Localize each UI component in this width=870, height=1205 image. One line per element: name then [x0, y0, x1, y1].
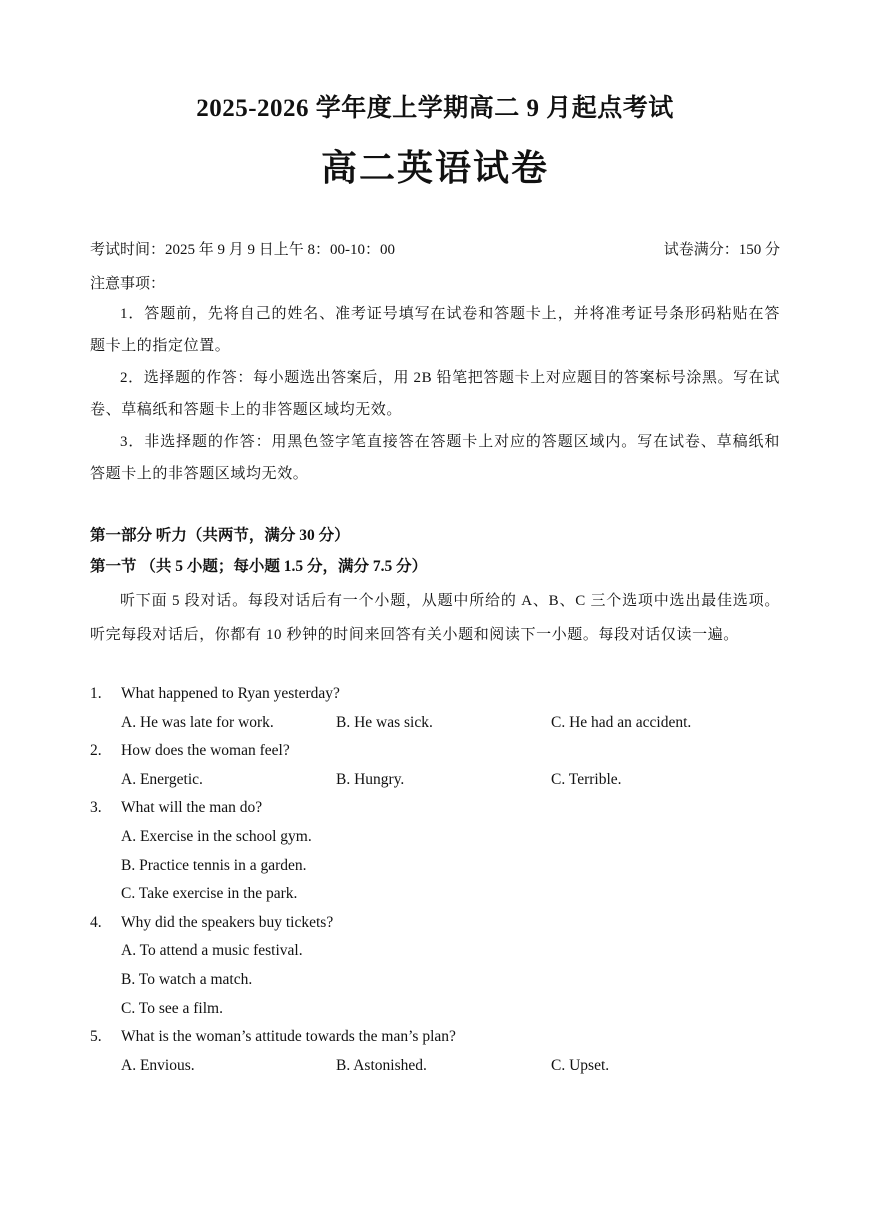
part1-title: 第一部分 听力（共两节，满分 30 分）	[90, 527, 350, 544]
question-1	[90, 680, 780, 737]
section1-title: 第一节 （共 5 小题；每小题 1.5 分，满分 7.5 分）	[90, 558, 428, 575]
question-number: 2.	[90, 742, 102, 760]
exam-meta	[90, 238, 780, 259]
exam-time: 考试时间：2025 年 9 月 9 日上午 8：00-10：00	[90, 242, 395, 258]
question-3	[90, 794, 780, 908]
question-number: 1.	[90, 685, 102, 702]
option-a: A. He was late for work.	[121, 713, 274, 731]
option-b: B. Practice tennis in a garden.	[121, 856, 307, 874]
full-score: 试卷满分：150 分	[663, 242, 780, 258]
option-a: A. To attend a music festival.	[121, 942, 303, 960]
question-5	[90, 1023, 780, 1080]
option-a: A. Exercise in the school gym.	[121, 827, 312, 845]
option-c: C. To see a film.	[121, 999, 223, 1017]
question-text: Why did the speakers buy tickets?	[121, 913, 334, 931]
note-item: 2．选择题的作答：每小题选出答案后，用 2B 铅笔把答题卡上对应题目的答案标号涂黑。写在试卷、草稿纸和答题卡上的非答题区域均无效。	[90, 370, 780, 418]
option-b: B. Hungry.	[336, 770, 405, 788]
note-item: 1．答题前，先将自己的姓名、准考证号填写在试卷和答题卡上，并将准考证号条形码粘贴在答题卡上的指定位置。	[90, 306, 780, 354]
note-item: 3．非选择题的作答：用黑色签字笔直接答在答题卡上对应的答题区域内。写在试卷、草稿纸和答题卡上的非答题区域均无效。	[90, 434, 780, 482]
option-b: B. To watch a match.	[121, 970, 253, 988]
option-a: A. Energetic.	[121, 770, 203, 788]
question-4	[90, 909, 780, 1023]
question-number: 3.	[90, 799, 102, 817]
paper-title: 高二英语试卷	[320, 148, 549, 188]
option-c: C. He had an accident.	[551, 713, 692, 731]
question-text: How does the woman feel?	[121, 742, 290, 760]
exam-title: 2025-2026 学年度上学期高二 9 月起点考试	[196, 95, 674, 122]
question-list	[90, 680, 780, 1080]
option-b: B. He was sick.	[336, 713, 433, 731]
question-text: What will the man do?	[121, 799, 263, 817]
question-text: What is the woman’s attitude towards the man’s plan?	[121, 1028, 456, 1046]
notes-title: 注意事项：	[90, 276, 166, 292]
question-text: What happened to Ryan yesterday?	[121, 685, 340, 702]
question-number: 4.	[90, 913, 102, 931]
option-b: B. Astonished.	[336, 1056, 427, 1074]
option-c: C. Upset.	[551, 1056, 610, 1074]
option-c: C. Take exercise in the park.	[121, 885, 298, 903]
option-a: A. Envious.	[121, 1056, 195, 1074]
question-number: 5.	[90, 1028, 102, 1046]
notes-list	[90, 298, 780, 490]
listening-instructions: 听下面 5 段对话。每段对话后有一个小题，从题中所给的 A、B、C 三个选项中选出最佳选项。听完每段对话后，你都有 10 秒钟的时间来回答有关小题和阅读下一小题。每段对话仅读一遍。	[90, 593, 780, 643]
question-2	[90, 737, 780, 794]
option-c: C. Terrible.	[551, 770, 622, 788]
